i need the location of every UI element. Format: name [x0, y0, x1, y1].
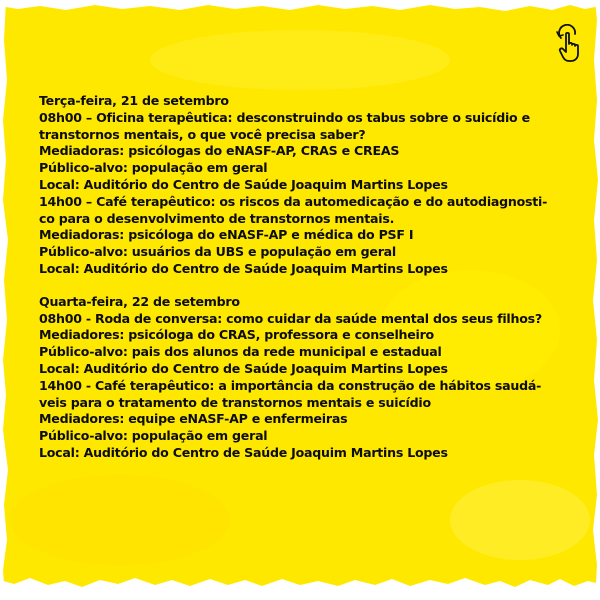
- day2-line: 08h00 - Roda de conversa: como cuidar da saúde mental dos seus filhos?: [39, 310, 542, 326]
- day2-line: Mediadores: equipe eNASF-AP e enfermeiras: [39, 411, 348, 427]
- section-spacer: [39, 278, 559, 294]
- day1-line: transtornos mentais, o que você precisa saber?: [39, 126, 366, 142]
- day2-line: 14h00 - Café terapêutico: a importância da construção de hábitos saudá-: [39, 377, 542, 393]
- day2-line: veis para o tratamento de transtornos mentais e suicídio: [39, 394, 431, 410]
- day2-line: Mediadores: psicóloga do CRAS, professora e conselheiro: [39, 327, 434, 343]
- day2-line: Local: Auditório do Centro de Saúde Joaquim Martins Lopes: [39, 444, 448, 460]
- day2-line: Público-alvo: pais dos alunos da rede municipal e estadual: [39, 344, 442, 360]
- day1-line: Mediadoras: psicólogas do eNASF-AP, CRAS e CREAS: [39, 143, 400, 159]
- day1-heading: Terça-feira, 21 de setembro: [39, 93, 229, 108]
- day1-line: 08h00 – Oficina terapêutica: desconstruindo os tabus sobre o suicídio e: [39, 109, 530, 125]
- day2-heading: Quarta-feira, 22 de setembro: [39, 293, 240, 309]
- hand-pointer-tap-icon: [552, 24, 592, 64]
- day2-line: Local: Auditório do Centro de Saúde Joaquim Martins Lopes: [39, 360, 448, 376]
- day1-line: Público-alvo: usuários da UBS e população em geral: [39, 244, 396, 260]
- day1-line: Local: Auditório do Centro de Saúde Joaquim Martins Lopes: [39, 176, 448, 192]
- day1-line: Mediadoras: psicóloga do eNASF-AP e médica do PSF I: [39, 227, 414, 243]
- day2-line: Público-alvo: população em geral: [39, 428, 268, 444]
- day1-line: Local: Auditório do Centro de Saúde Joaquim Martins Lopes: [39, 260, 448, 276]
- day1-line: Público-alvo: população em geral: [39, 160, 268, 176]
- day1-line: 14h00 – Café terapêutico: os riscos da automedicação e do autodiagnosti-: [39, 193, 548, 209]
- day1-line: co para o desenvolvimento de transtornos mentais.: [39, 210, 395, 226]
- schedule-text: [39, 93, 559, 462]
